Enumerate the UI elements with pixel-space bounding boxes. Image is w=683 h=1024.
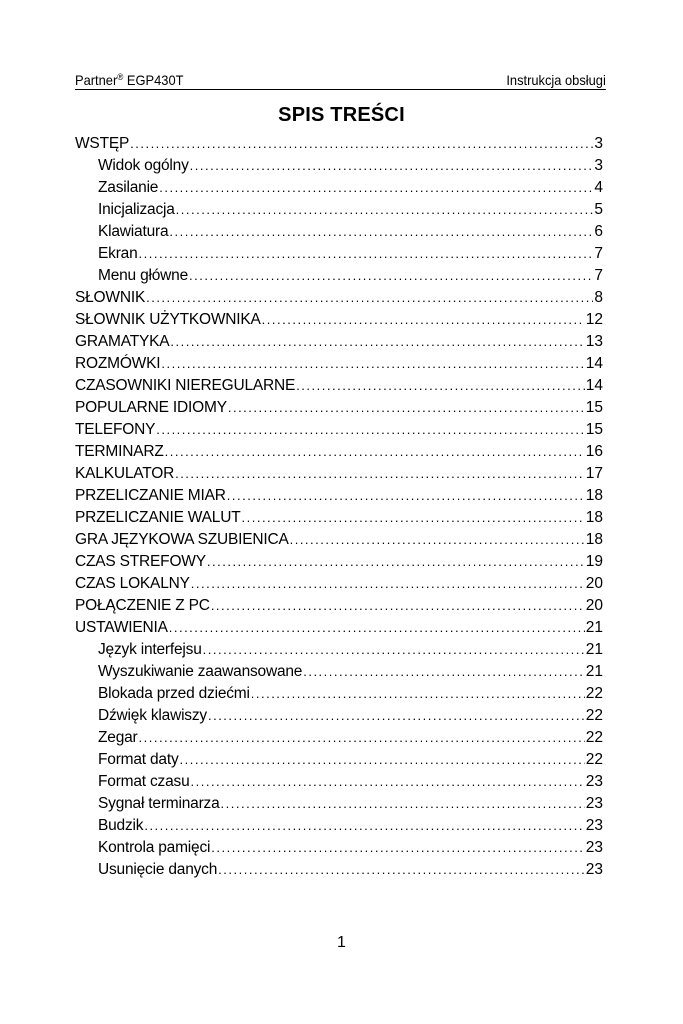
- toc-entry[interactable]: [75, 133, 603, 155]
- toc-entry[interactable]: [75, 573, 603, 595]
- toc-dot-leader: [207, 551, 585, 573]
- toc-dot-leader: [211, 595, 585, 617]
- toc-entry-page: 18: [585, 487, 603, 504]
- toc-entry-label: Inicjalizacja: [98, 201, 175, 218]
- toc-entry-label: PRZELICZANIE MIAR: [75, 487, 226, 504]
- toc-entry-label: KALKULATOR: [75, 465, 175, 482]
- toc-entry-page: 3: [594, 135, 603, 152]
- toc-entry[interactable]: [75, 595, 603, 617]
- toc-subentry[interactable]: [75, 749, 603, 771]
- toc-subentry[interactable]: [75, 837, 603, 859]
- toc-entry-page: 7: [594, 245, 603, 262]
- toc-entry-page: 21: [585, 641, 603, 658]
- toc-dot-leader: [146, 287, 593, 309]
- toc-subentry[interactable]: [75, 859, 603, 881]
- toc-entry-page: 17: [585, 465, 603, 482]
- toc-entry[interactable]: [75, 617, 603, 639]
- toc-subentry[interactable]: [75, 155, 603, 177]
- toc-dot-leader: [251, 683, 585, 705]
- toc-entry-label: TERMINARZ: [75, 443, 164, 460]
- toc-entry[interactable]: [75, 551, 603, 573]
- toc-entry-label: Kontrola pamięci: [98, 839, 211, 856]
- toc-entry-label: Sygnał terminarza: [98, 795, 220, 812]
- toc-subentry[interactable]: [75, 243, 603, 265]
- toc-dot-leader: [191, 771, 585, 793]
- toc-dot-leader: [161, 353, 584, 375]
- page-title: SPIS TREŚCI: [278, 104, 405, 126]
- toc-dot-leader: [296, 375, 585, 397]
- toc-entry-page: 19: [585, 553, 603, 570]
- toc-entry-page: 4: [594, 179, 603, 196]
- toc-subentry[interactable]: [75, 727, 603, 749]
- toc-entry-label: CZASOWNIKI NIEREGULARNE: [75, 377, 296, 394]
- toc-dot-leader: [227, 485, 585, 507]
- toc-entry[interactable]: [75, 441, 603, 463]
- toc-dot-leader: [262, 309, 585, 331]
- toc-subentry[interactable]: [75, 265, 603, 287]
- toc-dot-leader: [165, 441, 585, 463]
- toc-entry-page: 20: [585, 597, 603, 614]
- toc-dot-leader: [221, 793, 585, 815]
- toc-entry-page: 20: [585, 575, 603, 592]
- toc-entry-page: 14: [585, 377, 603, 394]
- toc-entry-page: 21: [585, 619, 603, 636]
- toc-dot-leader: [144, 815, 584, 837]
- toc-dot-leader: [190, 155, 594, 177]
- page-number: 1: [337, 934, 346, 951]
- toc-entry-page: 3: [594, 157, 603, 174]
- toc-subentry[interactable]: [75, 793, 603, 815]
- toc-entry-page: 16: [585, 443, 603, 460]
- toc-entry-label: USTAWIENIA: [75, 619, 168, 636]
- toc-dot-leader: [175, 463, 585, 485]
- toc-entry-page: 6: [594, 223, 603, 240]
- toc-dot-leader: [203, 639, 585, 661]
- toc-subentry[interactable]: [75, 199, 603, 221]
- toc-entry-label: Format czasu: [98, 773, 190, 790]
- toc-dot-leader: [303, 661, 585, 683]
- toc-entry-label: SŁOWNIK UŻYTKOWNIKA: [75, 311, 261, 328]
- toc-entry-label: CZAS LOKALNY: [75, 575, 190, 592]
- toc-entry-label: Zasilanie: [98, 179, 159, 196]
- toc-entry[interactable]: [75, 287, 603, 309]
- toc-entry-label: Blokada przed dziećmi: [98, 685, 250, 702]
- toc-entry-label: Usunięcie danych: [98, 861, 218, 878]
- table-of-contents: [75, 133, 603, 881]
- toc-entry-label: Format daty: [98, 751, 179, 768]
- toc-entry-label: Ekran: [98, 245, 138, 262]
- toc-entry[interactable]: [75, 375, 603, 397]
- toc-entry-label: Budzik: [98, 817, 144, 834]
- toc-dot-leader: [290, 529, 585, 551]
- toc-entry-page: 22: [585, 729, 603, 746]
- toc-dot-leader: [159, 177, 593, 199]
- toc-entry[interactable]: [75, 529, 603, 551]
- toc-entry-page: 7: [594, 267, 603, 284]
- toc-entry[interactable]: [75, 309, 603, 331]
- toc-dot-leader: [208, 705, 585, 727]
- toc-entry-label: GRAMATYKA: [75, 333, 170, 350]
- page-header: [75, 68, 606, 90]
- product-name: Partner: [75, 72, 118, 88]
- toc-entry-label: POŁĄCZENIE Z PC: [75, 597, 210, 614]
- toc-entry-page: 23: [585, 795, 603, 812]
- toc-subentry[interactable]: [75, 771, 603, 793]
- toc-entry-page: 14: [585, 355, 603, 372]
- toc-dot-leader: [169, 617, 585, 639]
- toc-entry-page: 23: [585, 773, 603, 790]
- toc-entry-label: SŁOWNIK: [75, 289, 146, 306]
- toc-entry[interactable]: [75, 507, 603, 529]
- toc-entry-page: 22: [585, 751, 603, 768]
- toc-entry-label: Zegar: [98, 729, 138, 746]
- toc-entry-label: Menu główne: [98, 267, 188, 284]
- toc-entry-label: ROZMÓWKI: [75, 355, 161, 372]
- toc-entry-page: 22: [585, 685, 603, 702]
- toc-subentry[interactable]: [75, 639, 603, 661]
- toc-dot-leader: [191, 573, 585, 595]
- toc-entry-label: TELEFONY: [75, 421, 156, 438]
- toc-entry-page: 15: [585, 399, 603, 416]
- product-model: EGP430T: [123, 72, 184, 88]
- toc-dot-leader: [180, 749, 585, 771]
- toc-dot-leader: [169, 221, 593, 243]
- toc-subentry[interactable]: [75, 705, 603, 727]
- toc-dot-leader: [139, 727, 585, 749]
- toc-entry-page: 18: [585, 531, 603, 548]
- toc-entry-label: CZAS STREFOWY: [75, 553, 206, 570]
- toc-dot-leader: [139, 243, 594, 265]
- toc-dot-leader: [130, 133, 593, 155]
- toc-entry[interactable]: [75, 397, 603, 419]
- toc-entry-label: PRZELICZANIE WALUT: [75, 509, 241, 526]
- toc-entry-page: 18: [585, 509, 603, 526]
- registered-mark: ®: [117, 72, 124, 82]
- toc-entry-page: 23: [585, 861, 603, 878]
- toc-entry-page: 15: [585, 421, 603, 438]
- toc-dot-leader: [156, 419, 585, 441]
- toc-entry-label: POPULARNE IDIOMY: [75, 399, 227, 416]
- toc-entry-label: Klawiatura: [98, 223, 169, 240]
- toc-dot-leader: [189, 265, 593, 287]
- toc-subentry[interactable]: [75, 683, 603, 705]
- toc-entry-page: 12: [585, 311, 603, 328]
- toc-entry[interactable]: [75, 353, 603, 375]
- toc-entry-page: 23: [585, 817, 603, 834]
- toc-subentry[interactable]: [75, 177, 603, 199]
- toc-dot-leader: [228, 397, 585, 419]
- toc-entry[interactable]: [75, 463, 603, 485]
- toc-entry-label: Język interfejsu: [98, 641, 202, 658]
- toc-entry-page: 5: [594, 201, 603, 218]
- toc-entry-label: Wyszukiwanie zaawansowane: [98, 663, 303, 680]
- toc-dot-leader: [176, 199, 594, 221]
- toc-entry-page: 23: [585, 839, 603, 856]
- toc-entry[interactable]: [75, 485, 603, 507]
- toc-entry[interactable]: [75, 419, 603, 441]
- toc-entry-page: 21: [585, 663, 603, 680]
- toc-subentry[interactable]: [75, 221, 603, 243]
- toc-entry-label: WSTĘP: [75, 135, 130, 152]
- toc-subentry[interactable]: [75, 815, 603, 837]
- toc-dot-leader: [242, 507, 585, 529]
- toc-dot-leader: [211, 837, 585, 859]
- document-type: Instrukcja obsługi: [506, 72, 606, 88]
- product-title: [75, 72, 184, 88]
- toc-dot-leader: [218, 859, 585, 881]
- toc-entry-label: Dźwięk klawiszy: [98, 707, 207, 724]
- toc-entry-label: Widok ogólny: [98, 157, 189, 174]
- toc-entry-label: GRA JĘZYKOWA SZUBIENICA: [75, 531, 289, 548]
- toc-entry[interactable]: [75, 331, 603, 353]
- toc-entry-page: 8: [594, 289, 603, 306]
- toc-subentry[interactable]: [75, 661, 603, 683]
- toc-entry-page: 13: [585, 333, 603, 350]
- toc-dot-leader: [170, 331, 584, 353]
- toc-entry-page: 22: [585, 707, 603, 724]
